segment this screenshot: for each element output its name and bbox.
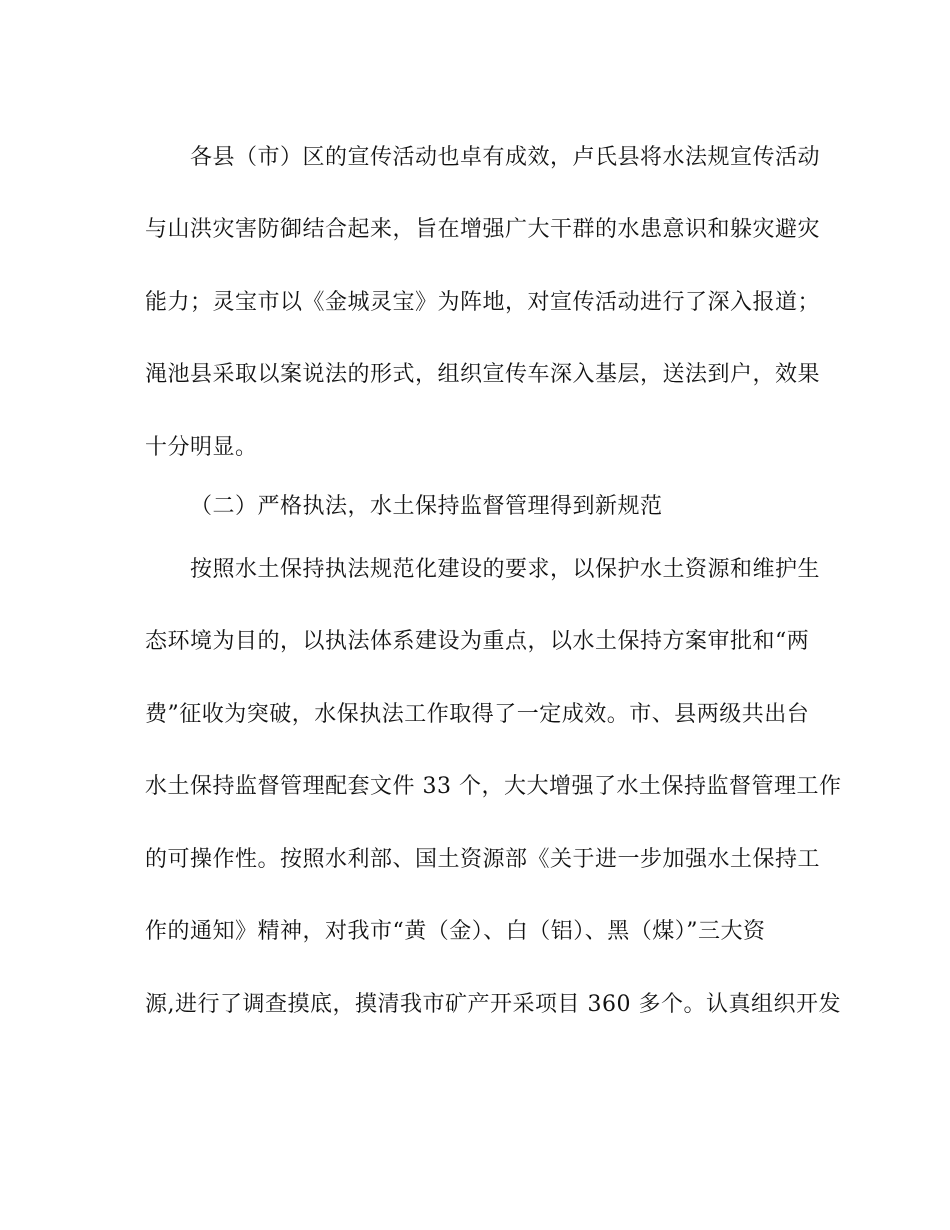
paragraph-1-line-1: 各县（市）区的宣传活动也卓有成效，卢氏县将水法规宣传活动 (190, 145, 821, 170)
paragraph-2-line-2: 态环境为目的，以执法体系建设为重点，以水土保持方案审批和“两 (145, 629, 810, 654)
paragraph-2-line-1: 按照水土保持执法规范化建设的要求，以保护水土资源和维护生 (190, 557, 821, 582)
paragraph-1-line-2: 与山洪灾害防御结合起来，旨在增强广大干群的水患意识和躲灾避灾 (145, 217, 821, 242)
paragraph-1-line-4: 渑池县采取以案说法的形式，组织宣传车深入基层，送法到户，效果 (145, 362, 821, 387)
paragraph-2-line-4: 水土保持监督管理配套文件 33 个，大大增强了水土保持监督管理工作 (145, 774, 842, 799)
paragraph-1-line-5: 十分明显。 (145, 435, 258, 460)
paragraph-1-line-3: 能力；灵宝市以《金城灵宝》为阵地，对宣传活动进行了深入报道； (145, 290, 821, 315)
paragraph-2-line-7: 源,进行了调查摸底，摸清我市矿产开采项目 360 多个。认真组织开发 (145, 992, 841, 1017)
paragraph-2-line-5: 的可操作性。按照水利部、国土资源部《关于进一步加强水土保持工 (145, 847, 821, 872)
section-heading: （二）严格执法，水土保持监督管理得到新规范 (190, 494, 663, 519)
paragraph-2-line-6: 作的通知》精神，对我市“黄（金）、白（铝）、黑（煤）”三大资 (145, 919, 766, 944)
paragraph-2-line-3: 费”征收为突破，水保执法工作取得了一定成效。市、县两级共出台 (145, 702, 810, 727)
